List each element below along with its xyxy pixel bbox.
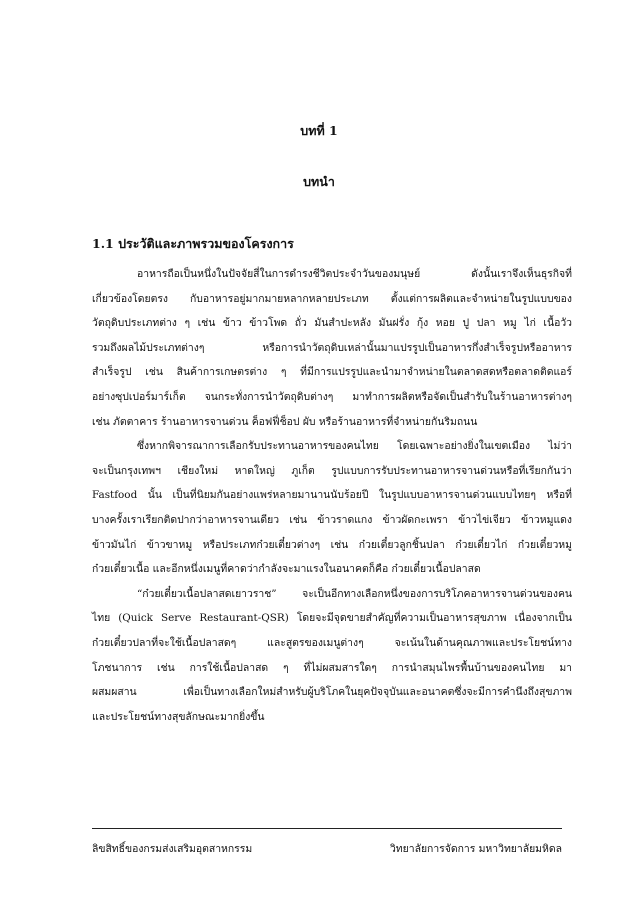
text-line: จะเป็นกรุงเทพฯ เชียงใหม่ หาดใหญ่ ภูเก็ต รูปแบบการรับประทานอาหารจานด่วนหรือที่เรียกกันว่า: [92, 464, 572, 477]
chapter-number: บทที่ 1: [300, 123, 338, 138]
paragraph: [92, 434, 572, 582]
text-line: เช่น ภัตตาคาร ร้านอาหารจานด่วน ค็อฟฟี่ช็อป ผับ หรือร้านอาหารที่จำหน่ายกันริมถนน: [92, 415, 478, 428]
body-text: [92, 262, 572, 729]
paragraph: [92, 262, 572, 434]
text-line: ข้าวมันไก่ ข้าวขาหมู หรือประเภทก๋วยเตี๋ยวต่างๆ เช่น ก๋วยเตี๋ยวลูกชิ้นปลา ก๋วยเตี๋ยวไก่ ก๋วยเตี๋ยวหมู: [92, 538, 572, 551]
text-line: โภชนาการ เช่น การใช้เนื้อปลาสด ๆ ที่ไม่ผสมสารใดๆ การนำสมุนไพรพื้นบ้านของคนไทย มา: [92, 661, 572, 674]
footer-copyright: ลิขสิทธิ์ของกรมส่งเสริมอุตสาหกรรม: [92, 843, 253, 855]
text-line: “ก๋วยเตี๋ยวเนื้อปลาสดเยาวราช” จะเป็นอีกทางเลือกหนึ่งของการบริโภคอาหารจานด่วนของคน: [137, 587, 572, 600]
footer-institution: วิทยาลัยการจัดการ มหาวิทยาลัยมหิดล: [389, 843, 562, 855]
footer-divider: [92, 828, 562, 829]
text-line: อาหารถือเป็นหนึ่งในปัจจัยสี่ในการดำรงชีวิตประจำวันของมนุษย์ ดังนั้นเราจึงเห็นธุรกิจที่: [137, 268, 572, 280]
chapter-title: บทนำ: [303, 174, 335, 189]
text-line: อย่างซุปเปอร์มาร์เก็ต จนกระทั่งการนำวัตถุดิบต่างๆ มาทำการผลิตหรือจัดเป็นสำรับในร้านอาหารต่างๆ: [92, 390, 572, 403]
text-line: ก๋วยเตี๋ยวปลาที่จะใช้เนื้อปลาสดๆ และสูตรของเมนูต่างๆ จะเน้นในด้านคุณภาพและประโยชน์ทาง: [92, 636, 572, 649]
paragraph: [92, 582, 572, 730]
text-line: Fastfood นั้น เป็นที่นิยมกันอย่างแพร่หลายมานานนับร้อยปี ในรูปแบบอาหารจานด่วนแบบไทยๆ หรือที่: [92, 489, 572, 502]
text-line: วัตถุดิบประเภทต่าง ๆ เช่น ข้าว ข้าวโพด ถั่ว มันสำปะหลัง มันฝรั่ง กุ้ง หอย ปู ปลา หมู ไก่ เนื้อวัว: [92, 317, 572, 330]
section-heading: 1.1 ประวัติและภาพรวมของโครงการ: [92, 236, 294, 251]
text-line: บางครั้งเราเรียกติดปากว่าอาหารจานเดียว เช่น ข้าวราดแกง ข้าวผัดกะเพรา ข้าวไข่เจียว ข้าวหมูแดง: [92, 513, 572, 526]
text-line: ผสมผสาน เพื่อเป็นทางเลือกใหม่สำหรับผู้บริโภคในยุคปัจจุบันและอนาคตซึ่งจะมีการคำนึงถึงสุขภาพ: [92, 686, 572, 699]
text-line: ไทย (Quick Serve Restaurant-QSR) โดยจะมีจุดขายสำคัญที่ความเป็นอาหารสุขภาพ เนื่องจากเป็น: [92, 612, 572, 625]
text-line: และประโยชน์ทางสุขลักษณะมากยิ่งขึ้น: [92, 710, 265, 723]
text-line: ซึ่งหากพิจารณาการเลือกรับประทานอาหารของคนไทย โดยเฉพาะอย่างยิ่งในเขตเมือง ไม่ว่า: [137, 440, 572, 453]
text-line: เกี่ยวข้องโดยตรง กับอาหารอยู่มากมายหลากหลายประเภท ตั้งแต่การผลิตและจำหน่ายในรูปแบบของ: [92, 292, 572, 305]
text-line: สำเร็จรูป เช่น สินค้าการเกษตรต่าง ๆ ที่มีการแปรรูปและนำมาจำหน่ายในตลาดสดหรือตลาดติดแอร์: [92, 366, 572, 379]
text-line: รวมถึงผลไม้ประเภทต่างๆ หรือการนำวัตถุดิบเหล่านั้นมาแปรรูปเป็นอาหารกึ่งสำเร็จรูปหรืออาหาร: [92, 341, 572, 354]
text-line: ก๋วยเตี๋ยวเนื้อ และอีกหนึ่งเมนูที่คาดว่ากำลังจะมาแรงในอนาคตก็คือ ก๋วยเตี๋ยวเนื้อปลาสด: [92, 563, 481, 576]
